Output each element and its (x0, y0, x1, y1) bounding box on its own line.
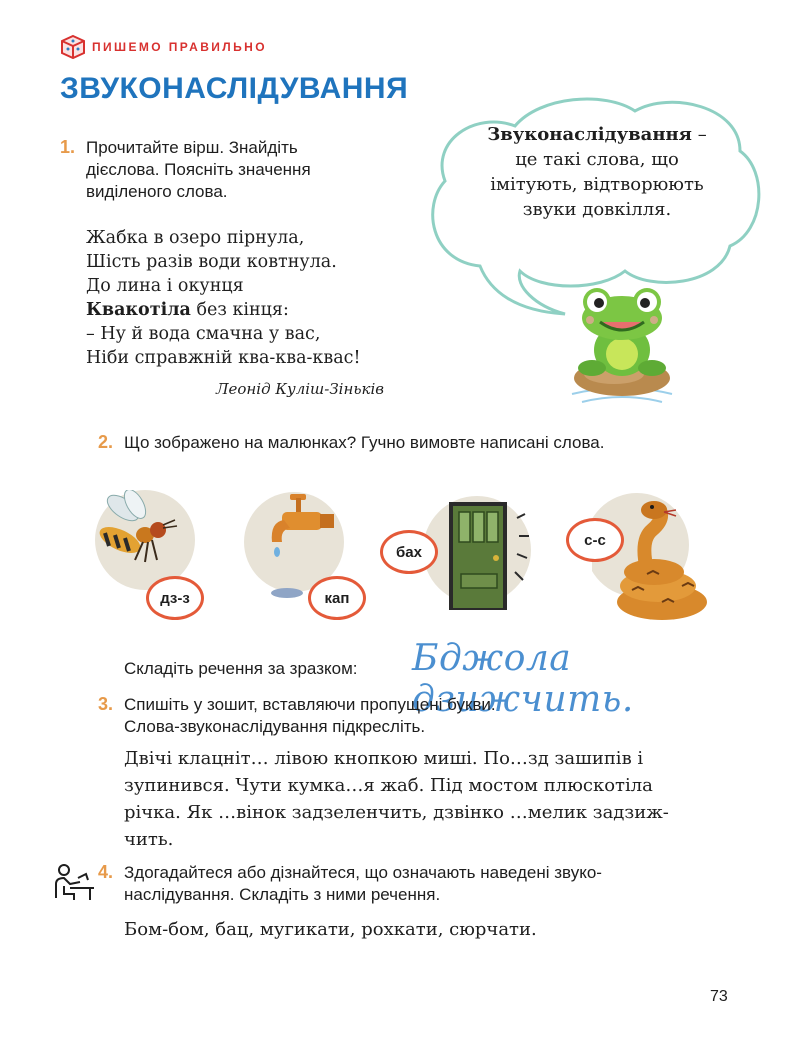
poem-line: Шість разів води ковтнула. (86, 252, 337, 272)
poem-line: – Ну й вода смачна у вас, (86, 324, 321, 344)
task4-line: наслідування. Складіть з ними речення. (124, 885, 441, 904)
exercise-line: річка. Як …вінок задзеленчить, дзвінко …мелик задзиж- (124, 802, 669, 823)
poem-line: Жабка в озеро пірнула, (86, 228, 305, 248)
highlighted-word: Квакотіла (86, 300, 191, 320)
student-at-desk-icon (52, 862, 96, 907)
task4-number: 4. (98, 862, 114, 882)
exercise-line: Двічі клацніт… лівою кнопкою миші. По…зд зашипів і (124, 748, 644, 769)
definition-term: Звуконаслідування (487, 124, 692, 145)
task3-exercise (124, 745, 736, 853)
snake-picture (592, 490, 722, 630)
task3-instructions (124, 694, 496, 738)
task1-line: дієслова. Поясніть значення (86, 160, 311, 179)
task1-instructions (86, 137, 311, 203)
poem-line: Квакотіла без кінця: (86, 300, 289, 320)
sound-badge: бах (380, 530, 438, 574)
poem-line: До лина і окунця (86, 276, 244, 296)
frog-illustration (562, 282, 682, 412)
task4-instructions (124, 862, 602, 906)
definition-box: Звуконаслідування – це такі слова, що імітують, відтворюють звуки довкілля. (462, 122, 732, 222)
task2-number: 2. (98, 432, 114, 452)
poem-line: Ніби справжній ква-ква-квас! (86, 348, 361, 368)
task4-words: Бом-бом, бац, мугикати, рохкати, сюрчати. (124, 919, 537, 940)
task2-instructions: Що зображено на малюнках? Гучно вимовте написані слова. (124, 433, 605, 452)
dice-icon (60, 34, 86, 65)
definition-line: імітують, відтворюють (490, 174, 704, 195)
definition-line: звуки довкілля. (522, 199, 672, 220)
definition-line: це такі слова, що (515, 149, 679, 170)
task1-number: 1. (60, 137, 76, 157)
sample-sentence: Бджола дзижчить. (412, 638, 634, 720)
poem (86, 226, 361, 370)
task1-line: Прочитайте вірш. Знайдіть (86, 138, 298, 157)
page-number: 73 (710, 988, 728, 1005)
sound-badge: кап (308, 576, 366, 620)
poem-author: Леонід Куліш-Зіньків (216, 380, 384, 398)
task3-line: Слова-звуконаслідування підкресліть. (124, 717, 426, 736)
sound-badge: дз-з (146, 576, 204, 620)
exercise-line: зупинився. Чути кумка…я жаб. Під мостом плюскотіла (124, 775, 653, 796)
door-picture (425, 488, 545, 617)
section-label: ПИШЕМО ПРАВИЛЬНО (92, 40, 267, 54)
page-title: ЗВУКОНАСЛІДУВАННЯ (60, 72, 409, 105)
task1-line: виділеного слова. (86, 182, 228, 201)
task3-line: Спишіть у зошит, вставляючи пропущені букви. (124, 695, 496, 714)
sample-prompt: Складіть речення за зразком: (124, 659, 358, 678)
task3-number: 3. (98, 694, 114, 714)
task4-line: Здогадайтеся або дізнайтеся, що означають наведені звуко- (124, 863, 602, 882)
sound-badge: с-с (566, 518, 624, 562)
exercise-line: чить. (124, 829, 174, 850)
